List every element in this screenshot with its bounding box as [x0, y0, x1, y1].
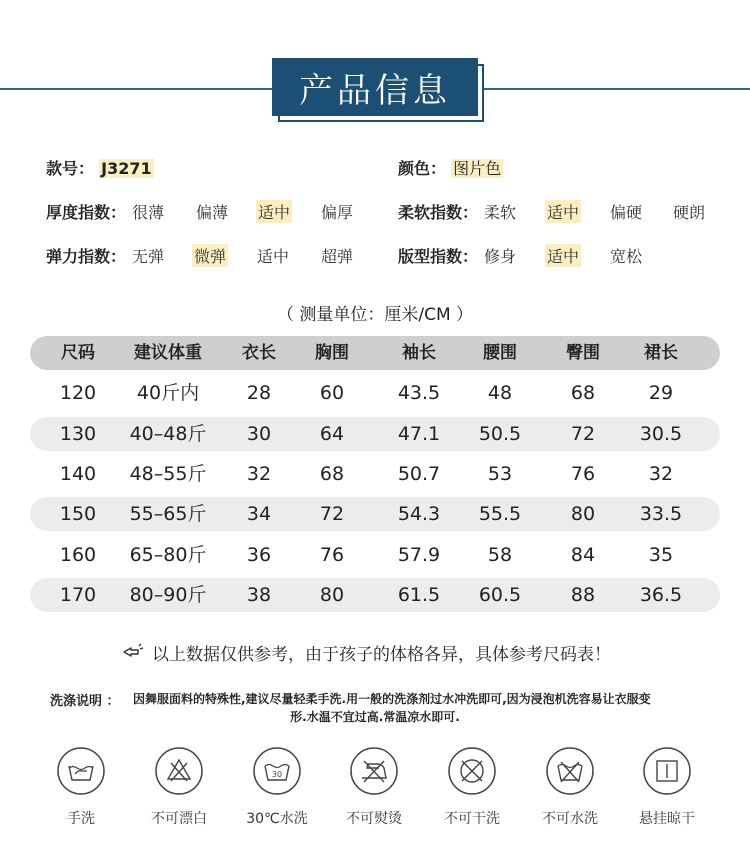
table-cell: 33.5: [639, 503, 683, 525]
softness-label: 柔软指数：: [398, 203, 479, 222]
washing-text-line2: 形.水温不宜过高.常温凉水即可.: [290, 710, 460, 724]
table-cell: 60: [319, 382, 345, 404]
thickness-row: [46, 200, 366, 222]
color-row: [398, 156, 503, 179]
care-label: 不可熨烫: [346, 811, 402, 827]
size-reference-note: [152, 640, 611, 665]
style-row: [46, 156, 154, 179]
table-cell: 140: [59, 463, 97, 485]
no-dry-clean-icon: [447, 746, 497, 796]
header-rule-right: [484, 88, 750, 90]
table-cell: 80: [319, 584, 345, 606]
table-cell: 64: [319, 423, 345, 445]
table-cell: 72: [319, 503, 345, 525]
table-cell: 30.5: [639, 423, 683, 445]
elasticity-row: [46, 244, 366, 266]
wash-temp-text: 30: [271, 770, 283, 779]
table-cell: 55–65斤: [129, 503, 207, 525]
table-cell: 76: [319, 544, 345, 566]
table-cell: 76: [570, 463, 596, 485]
table-cell: 60.5: [478, 584, 522, 606]
softness-option: 硬朗: [673, 203, 706, 222]
table-cell: 48–55斤: [129, 463, 207, 485]
washing-label: 洗涤说明 ：: [50, 694, 120, 709]
table-cell: 130: [59, 423, 97, 445]
table-row: [30, 497, 720, 531]
header-cell: 衣长: [242, 343, 276, 363]
table-cell: 43.5: [397, 382, 441, 404]
size-table-header: [30, 336, 720, 370]
table-row: [30, 538, 720, 572]
table-cell: 32: [648, 463, 674, 485]
style-label: 款号：: [46, 159, 95, 178]
header-cell: 袖长: [402, 343, 436, 363]
table-cell: 47.1: [397, 423, 441, 445]
note-text: 以上数据仅供参考，由于孩子的体格各异，具体参考尺码表！: [152, 645, 611, 665]
header-cell: 胸围: [315, 343, 349, 363]
table-cell: 30: [246, 423, 272, 445]
softness-option: 偏硬: [610, 203, 643, 222]
header-cell: 腰围: [483, 343, 517, 363]
color-value: 图片色: [453, 159, 502, 178]
thickness-option: 很薄: [132, 203, 165, 222]
table-cell: 80–90斤: [129, 584, 207, 606]
header-cell: 臀围: [566, 343, 600, 363]
table-cell: 160: [59, 544, 97, 566]
fit-label: 版型指数：: [398, 247, 479, 266]
measurement-unit-note: （ 测量单位：厘米/CM ）: [276, 305, 474, 325]
table-cell: 40斤内: [136, 382, 200, 404]
softness-row: [398, 200, 718, 222]
table-cell: 72: [570, 423, 596, 445]
table-cell: 48: [487, 382, 513, 404]
table-cell: 61.5: [397, 584, 441, 606]
elasticity-label: 弹力指数：: [46, 247, 127, 266]
table-cell: 29: [648, 382, 674, 404]
table-row: [30, 417, 720, 451]
table-row: [30, 578, 720, 612]
table-cell: 54.3: [397, 503, 441, 525]
table-cell: 55.5: [478, 503, 522, 525]
elasticity-option: 无弹: [132, 247, 165, 266]
fit-option: 修身: [484, 247, 517, 266]
care-label: 悬挂晾干: [639, 811, 695, 827]
table-cell: 150: [59, 503, 97, 525]
table-cell: 35: [648, 544, 674, 566]
table-cell: 120: [59, 382, 97, 404]
washing-text-line1: 因舞服面料的特殊性,建议尽量轻柔手洗.用一般的洗涤剂过水冲洗即可,因为浸泡机洗容易让衣服变: [133, 692, 651, 706]
thickness-option: 偏厚: [321, 203, 354, 222]
care-label: 手洗: [67, 811, 95, 827]
table-cell: 36.5: [639, 584, 683, 606]
table-cell: 68: [570, 382, 596, 404]
table-cell: 50.7: [397, 463, 441, 485]
hand-wash-icon: [56, 746, 106, 796]
header-cell: 建议体重: [134, 343, 202, 363]
care-label: 不可漂白: [151, 811, 207, 827]
line-dry-shade-icon: [642, 746, 692, 796]
elasticity-option-selected: 微弹: [192, 244, 228, 267]
care-label: 不可干洗: [444, 811, 500, 827]
style-value: J3271: [101, 159, 152, 178]
thickness-option: 偏薄: [196, 203, 229, 222]
softness-option: 柔软: [484, 203, 517, 222]
table-cell: 80: [570, 503, 596, 525]
table-cell: 170: [59, 584, 97, 606]
care-label: 不可水洗: [542, 811, 598, 827]
thickness-label: 厚度指数：: [46, 203, 127, 222]
pointing-hand-icon: [122, 641, 144, 663]
table-cell: 68: [319, 463, 345, 485]
table-row: [30, 457, 720, 491]
table-row: [30, 376, 720, 410]
table-cell: 88: [570, 584, 596, 606]
page-title: 产品信息: [272, 58, 478, 116]
table-cell: 58: [487, 544, 513, 566]
table-cell: 32: [246, 463, 272, 485]
no-iron-icon: [349, 746, 399, 796]
table-cell: 65–80斤: [129, 544, 207, 566]
elasticity-option: 超弹: [321, 247, 354, 266]
color-label: 颜色：: [398, 159, 447, 178]
fit-option: 宽松: [610, 247, 643, 266]
wash-30-icon: [252, 746, 302, 796]
care-label: 30℃水洗: [246, 811, 308, 827]
table-cell: 53: [487, 463, 513, 485]
elasticity-option: 适中: [257, 247, 290, 266]
table-cell: 84: [570, 544, 596, 566]
header-cell: 尺码: [61, 343, 95, 363]
table-cell: 40–48斤: [129, 423, 207, 445]
fit-option-selected: 适中: [545, 244, 581, 267]
thickness-option-selected: 适中: [256, 200, 292, 223]
table-cell: 28: [246, 382, 272, 404]
table-cell: 57.9: [397, 544, 441, 566]
table-cell: 38: [246, 584, 272, 606]
header-cell: 裙长: [644, 343, 678, 363]
table-cell: 50.5: [478, 423, 522, 445]
header-rule-left: [0, 88, 272, 90]
softness-option-selected: 适中: [545, 200, 581, 223]
fit-row: [398, 244, 718, 266]
table-cell: 34: [246, 503, 272, 525]
no-bleach-icon: [154, 746, 204, 796]
no-water-wash-icon: [545, 746, 595, 796]
table-cell: 36: [246, 544, 272, 566]
